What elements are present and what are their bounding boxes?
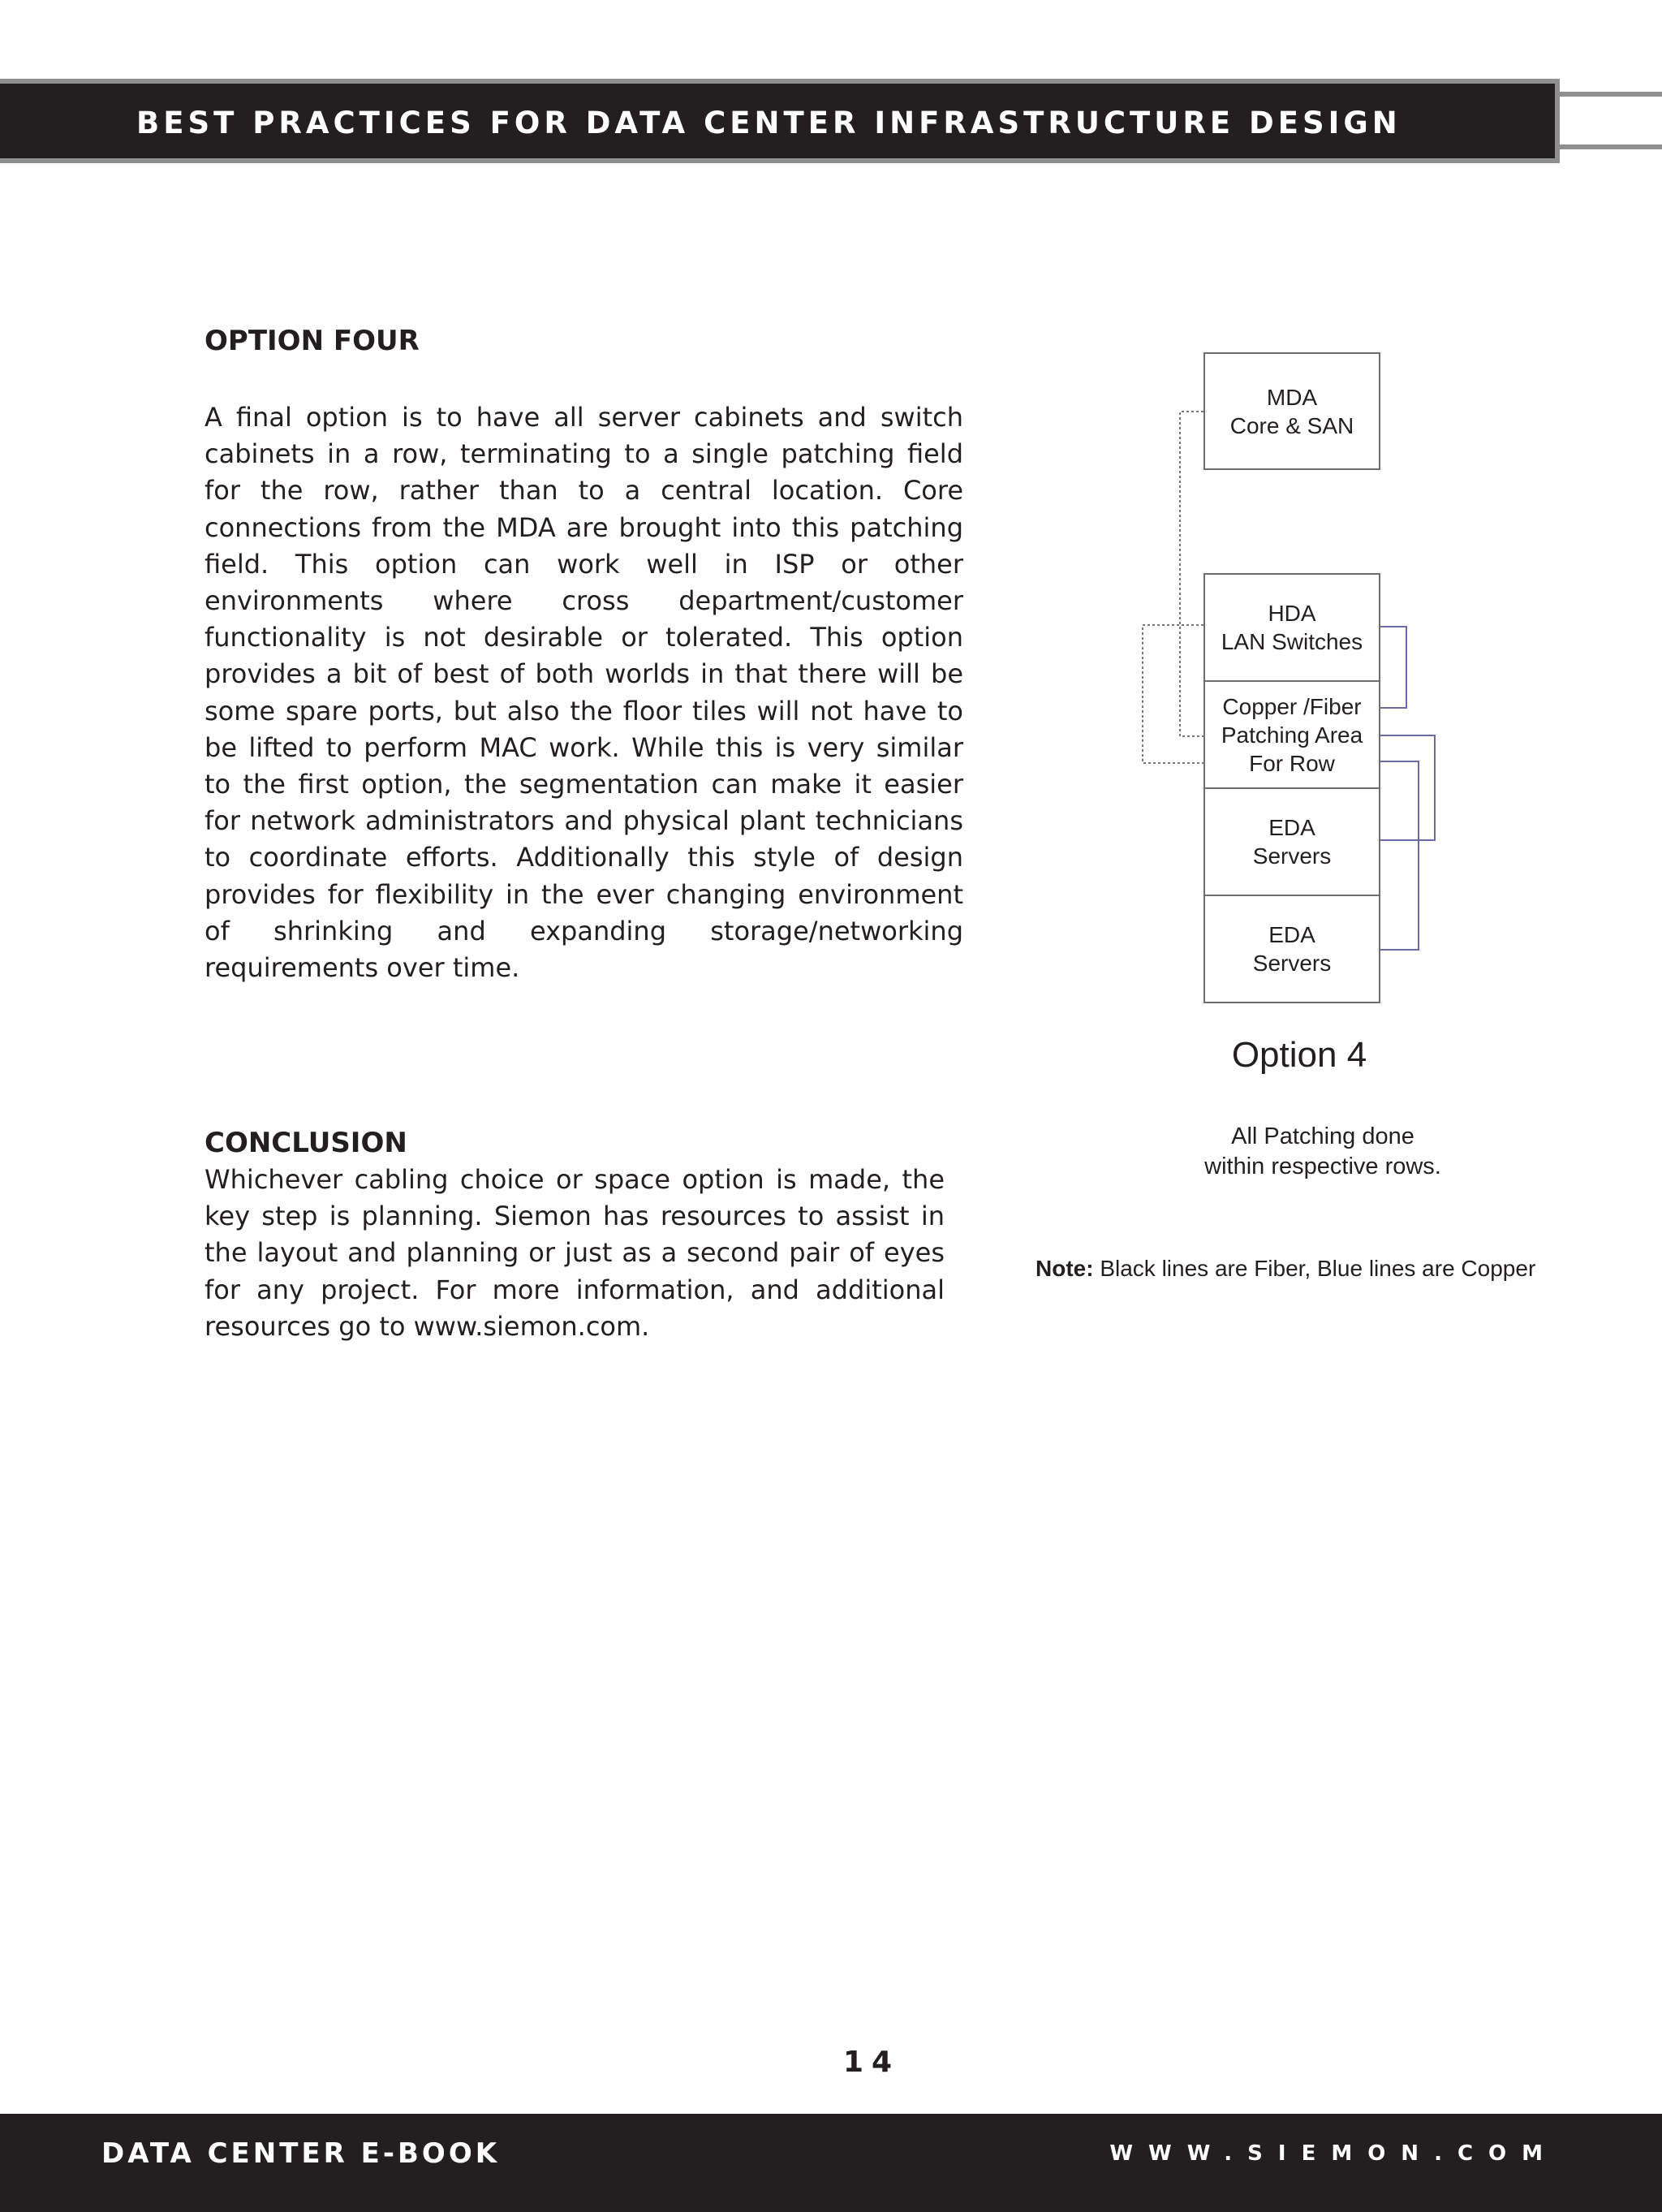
option-four-body: A final option is to have all server cabinets and switch cabinets in a row, terminating to a single patching field for the row, rather than to a central location. Core connections from the MDA are brought into this patching field. This option can work well in ISP or other environments where cross department/customer functionality is not desirable or tolerated. This option provides a bit of best of both worlds in that there will be some spare ports, but also the floor tiles will not have to be lifted to perform MAC work. While this is very similar to the first option, the segmentation can make it easier for network administrators and physical plant technicians to coordinate efforts. Additionally this style of design provides for flexibility in the ever changing environment of shrinking and expanding storage/networking requirements over time. — [205, 402, 963, 984]
diagram-caption-line-2: within respective rows. — [1204, 1153, 1441, 1179]
conclusion-heading: CONCLUSION — [205, 1127, 407, 1159]
patching-label-1: Copper /Fiber — [1222, 693, 1362, 719]
diagram-caption-title: Option 4 — [1231, 1035, 1367, 1075]
eda-box-1 — [1203, 787, 1380, 896]
copper-line-patching-to-eda-1 — [1380, 735, 1435, 840]
eda-1-sublabel: Servers — [1252, 843, 1332, 869]
copper-line-hda-to-patching — [1380, 627, 1406, 708]
patching-area-box — [1203, 680, 1380, 789]
note-label: Note: — [1036, 1256, 1094, 1281]
header-rule-top — [1557, 92, 1662, 97]
hda-sublabel: LAN Switches — [1221, 629, 1363, 654]
eda-1-label: EDA — [1268, 815, 1315, 840]
eda-2-label: EDA — [1268, 922, 1315, 947]
option-four-heading: OPTION FOUR — [205, 325, 420, 357]
hda-box — [1203, 573, 1380, 682]
eda-box-2 — [1203, 895, 1380, 1003]
hda-label: HDA — [1268, 601, 1316, 626]
conclusion-body: Whichever cabling choice or space option is made, the key step is planning. Siemon has resources to assist in the layout and planning or just as a second pair of eyes for any project. For more information, and additional resources go to www.siemon.com. — [205, 1164, 945, 1342]
header-rule-bottom — [1557, 144, 1662, 149]
option-4-diagram — [1120, 341, 1574, 1015]
diagram-note — [1036, 1256, 1535, 1282]
patching-label-3: For Row — [1249, 750, 1335, 776]
eda-2-sublabel: Servers — [1252, 951, 1332, 976]
note-text: Black lines are Fiber, Blue lines are Copper — [1093, 1256, 1536, 1281]
fiber-line-hda-to-patching — [1143, 625, 1203, 763]
footer-website: WWW.SIEMON.COM — [1109, 2141, 1558, 2166]
mda-sublabel: Core & SAN — [1229, 412, 1354, 438]
fiber-line-mda-to-patching — [1180, 412, 1203, 736]
mda-box — [1203, 352, 1380, 470]
mda-label: MDA — [1266, 384, 1318, 410]
diagram-caption-subtitle — [1152, 1122, 1493, 1182]
copper-line-patching-to-eda-2 — [1380, 761, 1419, 950]
header-title: BEST PRACTICES FOR DATA CENTER INFRASTRUCTURE DESIGN — [136, 106, 1402, 140]
footer-ebook-title: DATA CENTER E-BOOK — [101, 2137, 501, 2170]
diagram-caption-line-1: All Patching done — [1231, 1123, 1414, 1149]
page-number: 14 — [842, 2046, 901, 2079]
patching-label-2: Patching Area — [1221, 722, 1363, 748]
